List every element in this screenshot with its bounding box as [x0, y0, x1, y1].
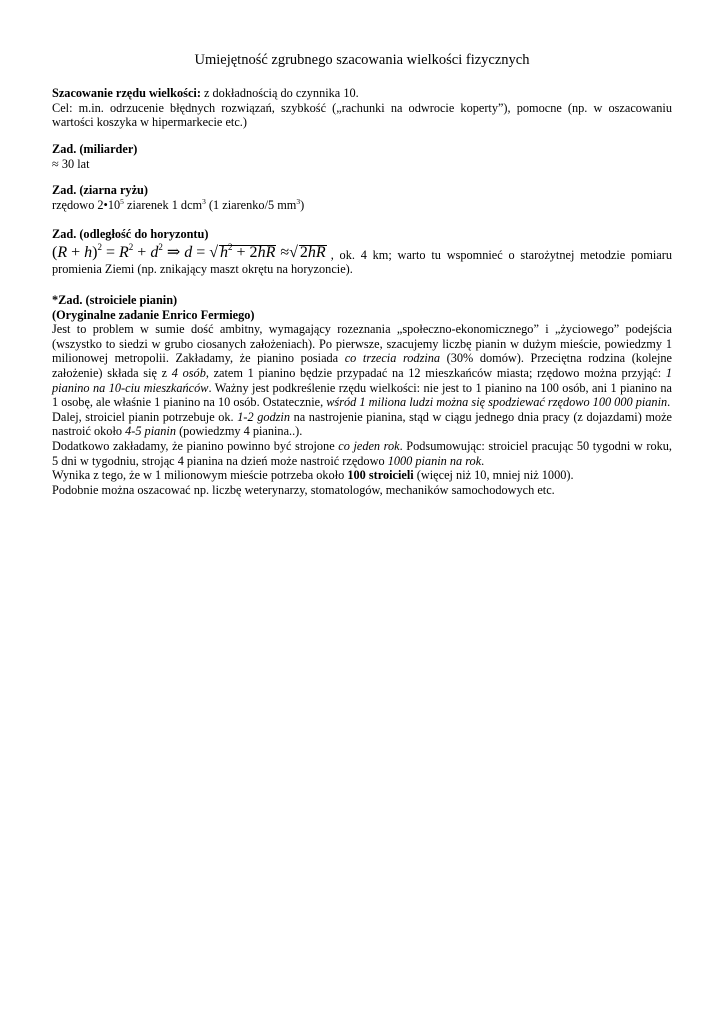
task-rice-answer: rzędowo $2•10^5$ ziarenek 1 dcm$^3$ (1 ziarenko/5 $mm^3$): [52, 196, 305, 212]
task-miliarder-answer: ≈ 30 lat: [52, 156, 90, 171]
horizon-line2: promienia Ziemi (np. znikający maszt okrętu na horyzoncie).: [52, 262, 353, 277]
page-title: Umiejętność zgrubnego szacowania wielkości fizycznych: [194, 52, 530, 68]
intro-goal: Cel: m.in. odrzucenie błędnych rozwiązań, szybkość („rachunki na odwrocie koperty”), pomocne (np. w oszacowaniu wartości koszyka w hipermarkecie etc.): [52, 100, 672, 130]
intro-heading-rest: z dokładnością do czynnika 10.: [200, 86, 359, 100]
piano-paragraph-3: Dodatkowo zakładamy, że pianino powinno być strojone co jeden rok. Podsumowując: stroiciel pracując 50 tygodni w roku, 5 dni w tygodniu, strojąc 4 pianina na dzień może nastroić rzędowo 1000 pianin na rok.: [52, 438, 672, 468]
task-piano-tuners: [52, 293, 672, 497]
intro-heading: Szacowanie rzędu wielkości:: [52, 86, 201, 100]
task-miliarder: [52, 142, 672, 171]
intro-section: [52, 86, 672, 130]
task-rice-heading: Zad. (ziarna ryżu): [52, 183, 148, 197]
intro-line: [52, 86, 672, 101]
piano-paragraph-5: Podobnie można oszacować np. liczbę weterynarzy, stomatologów, mechaników samochodowych etc.: [52, 482, 555, 497]
task-miliarder-heading: Zad. (miliarder): [52, 142, 138, 156]
piano-paragraph-2: Dalej, stroiciel pianin potrzebuje ok. 1-2 godzin na nastrojenie pianina, stąd w ciągu jednego dnia pracy (z dojazdami) może nastroić około 4-5 pianin (powiedzmy 4 pianina..).: [52, 409, 672, 439]
horizon-formula-line: [52, 243, 672, 263]
task-horizon-heading: Zad. (odległość do horyzontu): [52, 227, 209, 241]
task-horizon: [52, 227, 672, 277]
horizon-after-formula: , ok. 4 km; warto tu wspomnieć o starożytnej metodzie pomiaru: [330, 247, 672, 262]
task-piano-heading: *Zad. (stroiciele pianin): [52, 293, 178, 307]
piano-paragraph-1: Jest to problem w sumie dość ambitny, wymagający rozeznania „społeczno-ekonomicznego” i „życiowego” podejścia (wszystko to siedzi w grubo ciosanych założeniach). Po pierwsze, szacujemy liczbę pianin w dużym mieście, powiedzmy 1 milionowej metropolii. Zakładamy, że pianino posiada co trzecia rodzina (30% domów). Przeciętna rodzina (kolejne założenie) składa się z 4 osób, zatem 1 pianino będzie przypadać na 12 mieszkańców miasta; rzędowo można przyjąć: 1 pianino na 10-ciu mieszkańców. Ważny jest podkreślenie rzędu wielkości: nie jest to 1 pianino na 100 osób, ani 1 pianino na 1 osobę, ale właśnie 1 pianino na 10 osób. Ostatecznie, wśród 1 miliona ludzi można się spodziewać rzędowo 100 000 pianin.: [52, 322, 673, 410]
horizon-formula: $(R + h)^2 = R^2 + d^2$ ⇒ d = √ $h^2 + 2hR$ ≈√ 2hR: [52, 241, 326, 261]
task-rice: [52, 183, 672, 212]
piano-paragraph-4: Wynika z tego, że w 1 milionowym mieście potrzeba około 100 stroicieli (więcej niż 10, mniej niż 1000).: [52, 468, 574, 483]
task-piano-subheading: (Oryginalne zadanie Enrico Fermiego): [52, 307, 255, 322]
